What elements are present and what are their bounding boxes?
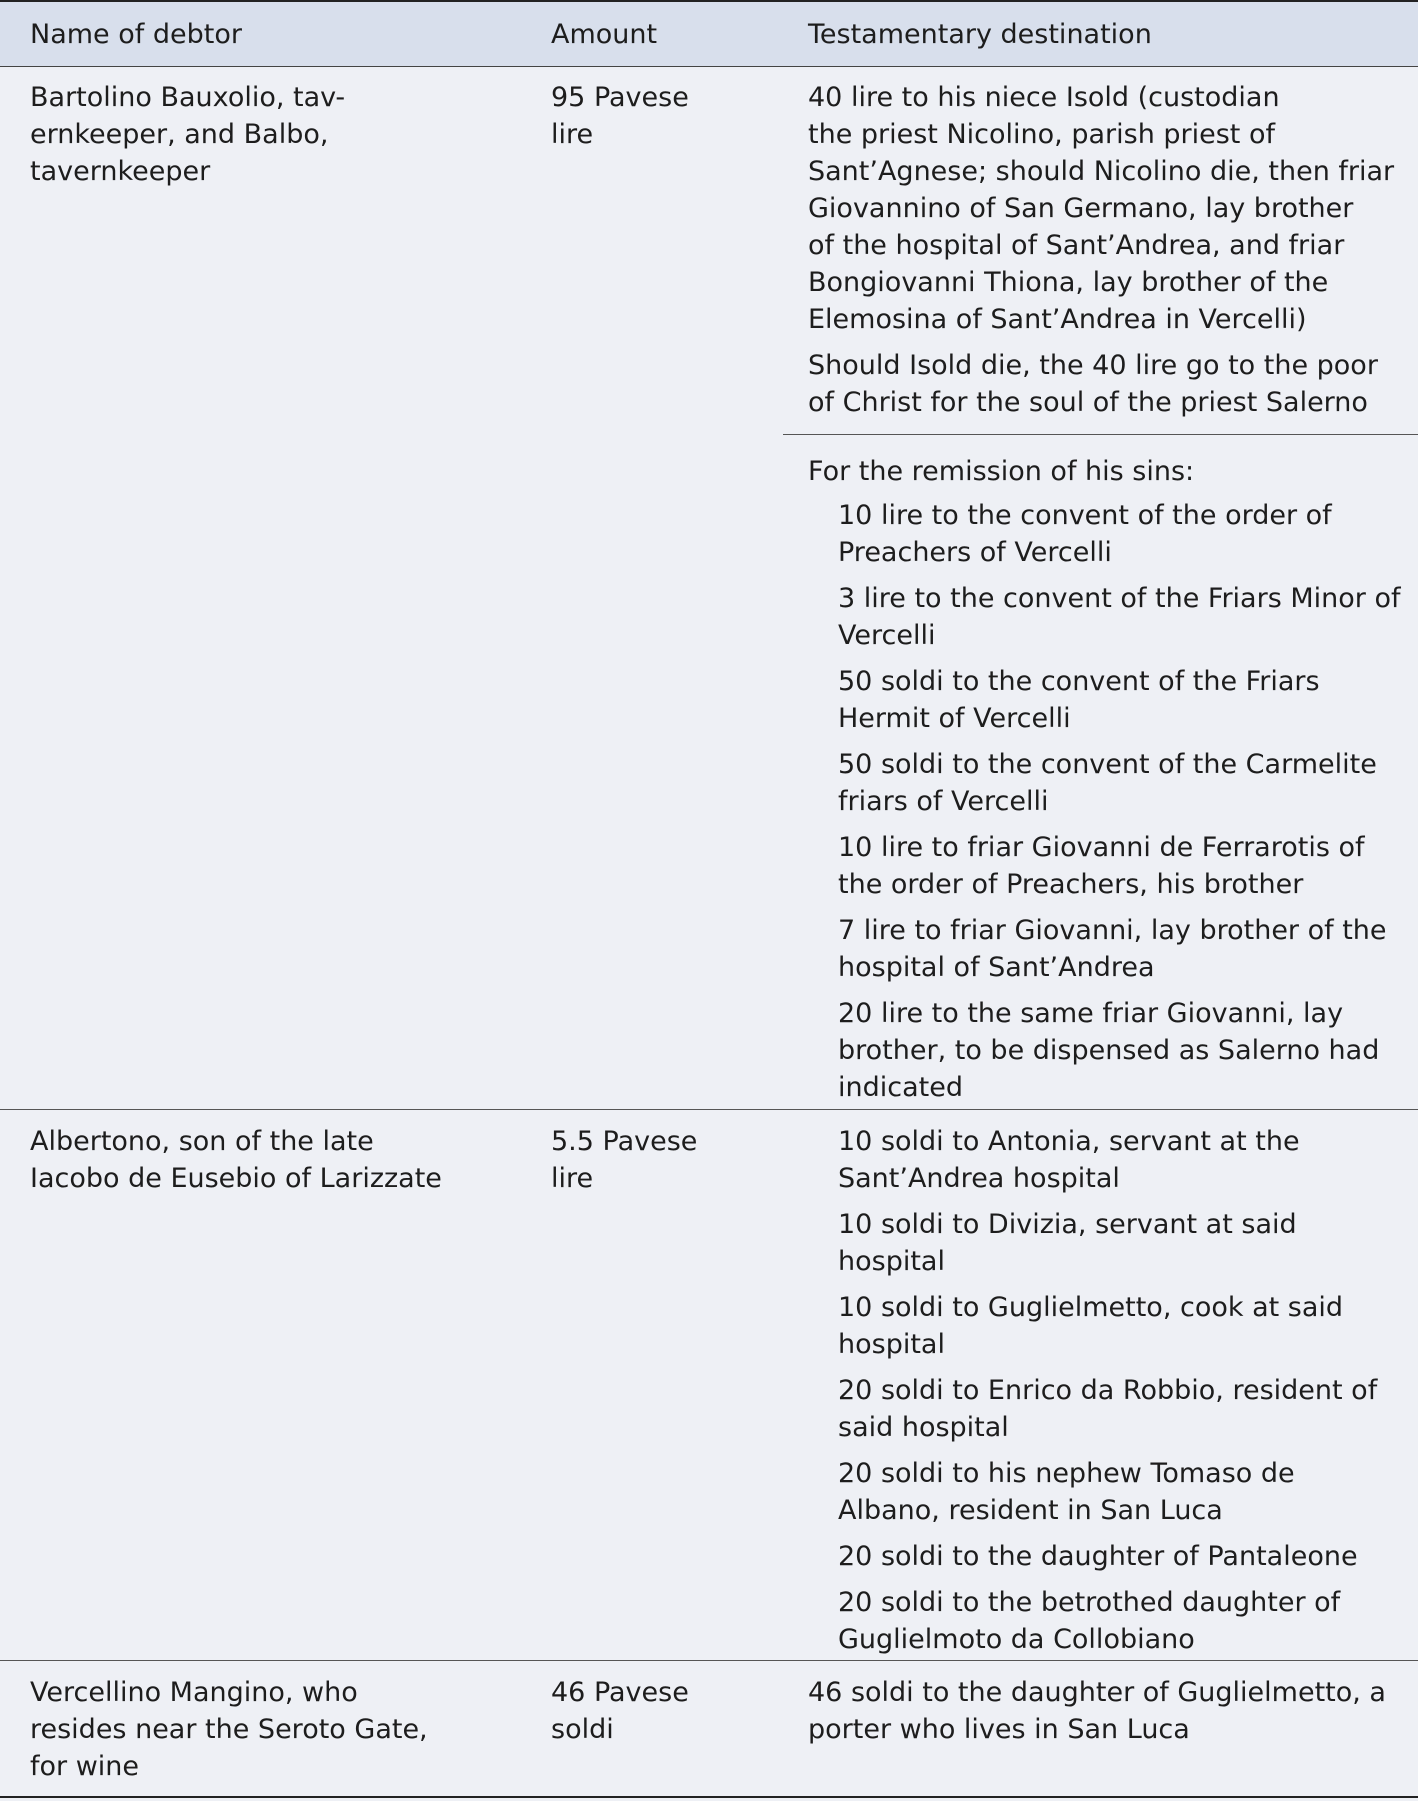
list-item bbox=[838, 663, 1413, 737]
row-divider bbox=[0, 1660, 1418, 1661]
row1-destination-custody bbox=[808, 79, 1413, 430]
text-line: 3 lire to the convent of the Friars Minor of bbox=[838, 583, 1401, 614]
text-line: 10 soldi to Guglielmetto, cook at said bbox=[838, 1292, 1344, 1323]
text-line: the priest Nicolino, parish priest of bbox=[808, 119, 1276, 150]
text-line: ernkeeper, and Balbo, bbox=[30, 119, 329, 150]
text-line: 7 lire to friar Giovanni, lay brother of the bbox=[838, 915, 1387, 946]
text-line: 46 Pavese bbox=[551, 1677, 689, 1708]
text-line: 20 soldi to the daughter of Pantaleone bbox=[838, 1541, 1358, 1572]
text-line: Elemosina of Sant’Andrea in Vercelli) bbox=[808, 304, 1307, 335]
text-line: 40 lire to his niece Isold (custodian bbox=[808, 82, 1280, 113]
text-line: 10 soldi to Antonia, servant at the bbox=[838, 1126, 1300, 1157]
list-item bbox=[838, 1206, 1413, 1280]
row1-remission-items bbox=[838, 497, 1413, 1115]
row2-debtor-name bbox=[30, 1123, 510, 1197]
header-testamentary-destination: Testamentary destination bbox=[808, 19, 1152, 50]
text-line: of Christ for the soul of the priest Salerno bbox=[808, 387, 1368, 418]
paragraph bbox=[808, 347, 1413, 421]
text-line: Bongiovanni Thiona, lay brother of the bbox=[808, 267, 1329, 298]
text-line: friars of Vercelli bbox=[838, 786, 1049, 817]
text-line: soldi bbox=[551, 1714, 614, 1745]
list-item bbox=[838, 746, 1413, 820]
list-item bbox=[838, 580, 1413, 654]
list-item bbox=[838, 1289, 1413, 1363]
list-item bbox=[838, 1455, 1413, 1529]
text-line: lire bbox=[551, 1163, 594, 1194]
paragraph bbox=[808, 79, 1413, 338]
text-line: 20 lire to the same friar Giovanni, lay bbox=[838, 998, 1344, 1029]
text-line: Iacobo de Eusebio of Larizzate bbox=[30, 1163, 442, 1194]
text-line: Should Isold die, the 40 lire go to the poor bbox=[808, 350, 1378, 381]
list-item bbox=[838, 1584, 1413, 1658]
text-line: Vercelli bbox=[838, 620, 936, 651]
text-line: Hermit of Vercelli bbox=[838, 703, 1071, 734]
text-line: Vercellino Mangino, who bbox=[30, 1677, 358, 1708]
text-line: Albertono, son of the late bbox=[30, 1126, 374, 1157]
row2-amount bbox=[551, 1123, 751, 1197]
text-line: Giovannino of San Germano, lay brother bbox=[808, 193, 1354, 224]
list-item bbox=[838, 829, 1413, 903]
table-bottom-rule bbox=[0, 1796, 1418, 1798]
row1-amount bbox=[551, 79, 751, 153]
row3-destination bbox=[808, 1674, 1413, 1748]
text-line: porter who lives in San Luca bbox=[808, 1714, 1190, 1745]
text-line: Sant’Agnese; should Nicolino die, then friar bbox=[808, 156, 1395, 187]
sub-divider bbox=[783, 434, 1418, 435]
text-line: 20 soldi to Enrico da Robbio, resident of bbox=[838, 1375, 1378, 1406]
text-line: for wine bbox=[30, 1751, 140, 1782]
text-line: Guglielmoto da Collobiano bbox=[838, 1624, 1195, 1655]
remission-heading: For the remission of his sins: bbox=[808, 456, 1195, 487]
row3-amount bbox=[551, 1674, 751, 1748]
text-line: indicated bbox=[838, 1072, 963, 1103]
table-header bbox=[0, 0, 1418, 67]
text-line: 5.5 Pavese bbox=[551, 1126, 698, 1157]
text-line: Bartolino Bauxolio, tav- bbox=[30, 82, 346, 113]
text-line: Sant’Andrea hospital bbox=[838, 1163, 1120, 1194]
text-line: 50 soldi to the convent of the Carmelite bbox=[838, 749, 1377, 780]
text-line: lire bbox=[551, 119, 594, 150]
text-line: 50 soldi to the convent of the Friars bbox=[838, 666, 1320, 697]
text-line: 10 lire to the convent of the order of bbox=[838, 500, 1332, 531]
text-line: Preachers of Vercelli bbox=[838, 537, 1112, 568]
header-name-of-debtor: Name of debtor bbox=[30, 19, 242, 50]
row2-destination-items bbox=[838, 1123, 1413, 1667]
text-line: 95 Pavese bbox=[551, 82, 689, 113]
text-line: hospital bbox=[838, 1246, 945, 1277]
list-item bbox=[838, 1538, 1413, 1575]
text-line: 20 soldi to his nephew Tomaso de bbox=[838, 1458, 1295, 1489]
list-item bbox=[838, 995, 1413, 1106]
text-line: brother, to be dispensed as Salerno had bbox=[838, 1035, 1380, 1066]
list-item bbox=[838, 497, 1413, 571]
row1-debtor-name bbox=[30, 79, 510, 190]
text-line: tavernkeeper bbox=[30, 156, 211, 187]
list-item bbox=[838, 912, 1413, 986]
text-line: 46 soldi to the daughter of Guglielmetto, a bbox=[808, 1677, 1386, 1708]
text-line: hospital bbox=[838, 1329, 945, 1360]
list-item bbox=[838, 1372, 1413, 1446]
text-line: Albano, resident in San Luca bbox=[838, 1495, 1223, 1526]
text-line: of the hospital of Sant’Andrea, and friar bbox=[808, 230, 1345, 261]
row-divider bbox=[0, 1109, 1418, 1110]
text-line: 10 lire to friar Giovanni de Ferrarotis of bbox=[838, 832, 1365, 863]
list-item bbox=[838, 1123, 1413, 1197]
header-amount: Amount bbox=[551, 19, 658, 50]
text-line: resides near the Seroto Gate, bbox=[30, 1714, 428, 1745]
text-line: the order of Preachers, his brother bbox=[838, 869, 1304, 900]
row3-debtor-name bbox=[30, 1674, 510, 1785]
text-line: hospital of Sant’Andrea bbox=[838, 952, 1155, 983]
text-line: said hospital bbox=[838, 1412, 1009, 1443]
text-line: 20 soldi to the betrothed daughter of bbox=[838, 1587, 1341, 1618]
text-line: 10 soldi to Divizia, servant at said bbox=[838, 1209, 1297, 1240]
